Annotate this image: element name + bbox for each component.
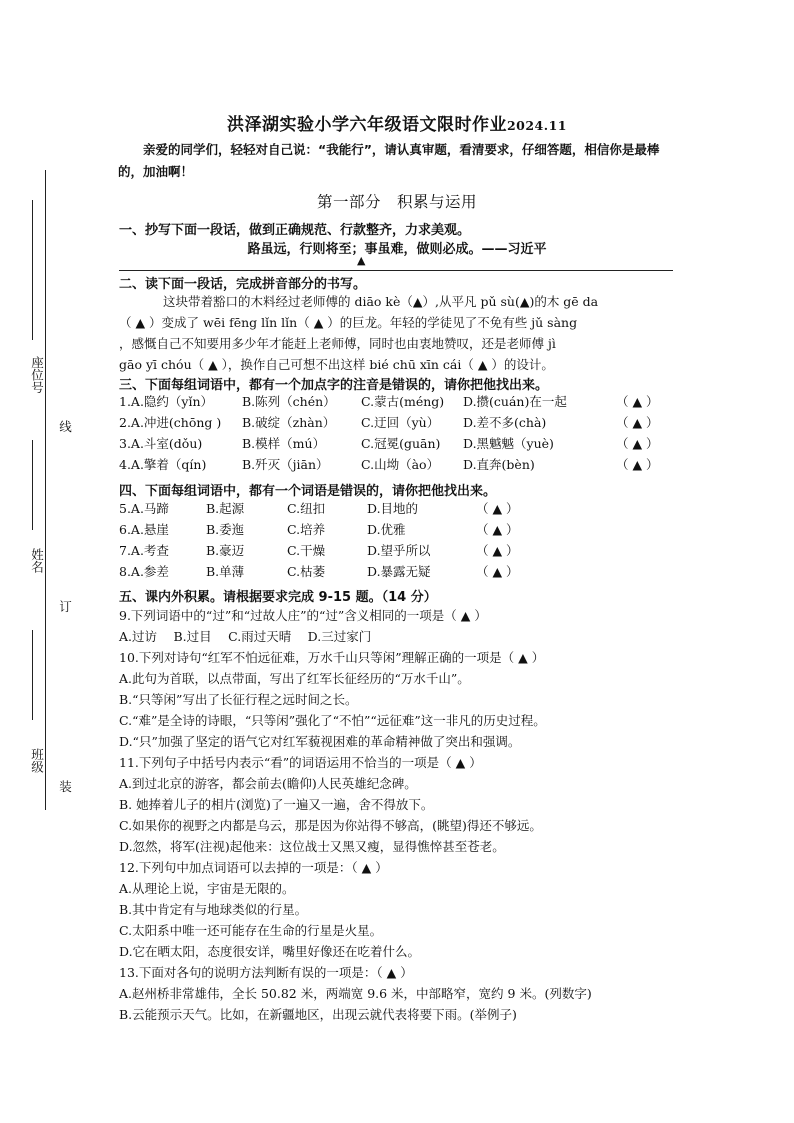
- s1-writing-line: [119, 270, 673, 271]
- s5-line: B. 她捧着儿子的相片(浏览)了一遍又一遍，舍不得放下。: [119, 797, 434, 812]
- option-d: D.直奔(bèn): [463, 457, 535, 472]
- option-b: B.起源: [206, 501, 245, 516]
- answer-blank: （ ▲ ）: [616, 436, 659, 451]
- page-title: [0, 110, 794, 135]
- option-b: B.豪迈: [206, 543, 245, 558]
- option-c: C.蒙古(méng): [361, 394, 445, 409]
- option-c: C.枯萎: [287, 564, 326, 579]
- s5-line: B.“只等闲”写出了长征行程之远时间之长。: [119, 692, 358, 707]
- option-a: 6.A.悬崖: [119, 522, 169, 537]
- option-c: C.培养: [287, 522, 326, 537]
- s5-heading: 五、课内外积累。请根据要求完成 9-15 题。（14 分）: [119, 590, 437, 605]
- option-b: B.委迤: [206, 522, 245, 537]
- option-c: C.迂回（yù）: [361, 415, 440, 430]
- binding-line: [45, 170, 46, 810]
- s5-line: A.赵州桥非常雄伟，全长 50.82 米，两端宽 9.6 米，中部略窄，宽约 9 米。(列数字): [119, 986, 592, 1001]
- s5-line: 13.下面对各句的说明方法判断有误的一项是：（ ▲ ）: [119, 965, 413, 980]
- name-label: 姓名: [29, 548, 45, 573]
- s1-quote: 路虽远，行则将至；事虽难，做则必成。——习近平: [247, 242, 547, 257]
- option-b: B.歼灭（jiān）: [242, 457, 329, 472]
- option-c: C.干燥: [287, 543, 326, 558]
- s5-line: 12.下列句中加点词语可以去掉的一项是：（ ▲ ）: [119, 860, 388, 875]
- option-d: D.目地的: [367, 501, 419, 516]
- option-b: B.破绽（zhàn）: [242, 415, 336, 430]
- option-b: B.模样（mú）: [242, 436, 326, 451]
- title-main: 洪泽湖实验小学六年级语文限时作业: [226, 115, 507, 135]
- s2-heading: 二、读下面一段话，完成拼音部分的书写。: [119, 277, 367, 292]
- option-d: D.攒(cuán)在一起: [463, 394, 567, 409]
- answer-blank: （ ▲ ）: [616, 394, 659, 409]
- s5-line: D.忽然，将军(注视)起他来：这位战士又黑又瘦，显得憔悴甚至苍老。: [119, 839, 505, 854]
- name-blank-line: [32, 440, 33, 530]
- s5-line: C.“难”是全诗的诗眼，“只等闲”强化了“不怕”“远征难”这一非凡的历史过程。: [119, 713, 546, 728]
- option-c: C.冠冕(guān): [361, 436, 441, 451]
- s2-line: （ ▲ ）变成了 wēi fēng lǐn lǐn（ ▲ ）的巨龙。年轻的学徒见了不免有些 jǔ sàng: [119, 315, 578, 330]
- s1-answer-mark: ▲: [357, 254, 366, 267]
- binding-zhuang-char: 装: [57, 780, 73, 793]
- answer-blank: （ ▲ ）: [476, 501, 519, 516]
- option-a: 3.A.斗室(dǒu): [119, 436, 203, 451]
- s5-line: A.到过北京的游客，都会前去(瞻仰)人民英雄纪念碑。: [119, 776, 417, 791]
- s2-line: gāo yī chóu（ ▲ ），换作自己可想不出这样 bié chū xīn cái（ ▲ ）的设计。: [119, 357, 554, 372]
- option-c: C.山坳（ào）: [361, 457, 440, 472]
- seat-label: 座位号: [29, 356, 45, 394]
- option-a: 4.A.擎着（qín): [119, 457, 207, 472]
- s2-line: 这块带着豁口的木料经过老师傅的 diāo kè（▲）,从平凡 pǔ sù(▲)的木 gē da: [163, 294, 599, 309]
- s5-line: A.此句为首联，以点带面，写出了红军长征经历的“万水千山”。: [119, 671, 470, 686]
- option-d: D.优雅: [367, 522, 406, 537]
- option-d: D.暴露无疑: [367, 564, 431, 579]
- s5-line: A.过访 B.过目 C.雨过天晴 D.三过家门: [119, 629, 372, 644]
- s5-line: A.从理论上说，宇宙是无限的。: [119, 881, 295, 896]
- option-a: 2.A.冲进(chōng ): [119, 415, 222, 430]
- option-d: D.黑魆魆（yuè): [463, 436, 554, 451]
- option-d: D.差不多(chà): [463, 415, 547, 430]
- s5-line: 11.下列句子中括号内表示“看”的词语运用不恰当的一项是（ ▲ ）: [119, 755, 482, 770]
- option-a: 8.A.参差: [119, 564, 169, 579]
- answer-blank: （ ▲ ）: [616, 457, 659, 472]
- s5-line: D.它在晒太阳，态度很安详，嘴里好像还在吃着什么。: [119, 944, 421, 959]
- option-b: B.单薄: [206, 564, 245, 579]
- s3-heading: 三、下面每组词语中，都有一个加点字的注音是错误的，请你把他找出来。: [119, 378, 549, 393]
- option-b: B.陈列（chén）: [242, 394, 336, 409]
- seat-blank-line: [32, 200, 33, 340]
- option-a: 1.A.隐约（yǐn）: [119, 394, 214, 409]
- s5-line: B.其中肯定有与地球类似的行星。: [119, 902, 308, 917]
- answer-blank: （ ▲ ）: [476, 564, 519, 579]
- s4-heading: 四、下面每组词语中，都有一个词语是错误的，请你把他找出来。: [119, 484, 497, 499]
- answer-blank: （ ▲ ）: [476, 543, 519, 558]
- s1-heading: 一、抄写下面一段话，做到正确规范、行款整齐，力求美观。: [119, 223, 471, 238]
- answer-blank: （ ▲ ）: [616, 415, 659, 430]
- option-a: 5.A.马蹄: [119, 501, 169, 516]
- part-title: 第一部分 积累与运用: [316, 193, 477, 211]
- s2-line: ，感慨自己不知要用多少年才能赶上老师傅，同时也由衷地赞叹，还是老师傅 jì: [119, 336, 556, 351]
- option-c: C.纽扣: [287, 501, 326, 516]
- s5-line: C.太阳系中唯一还可能存在生命的行星是火星。: [119, 923, 383, 938]
- class-label: 班级: [29, 748, 45, 773]
- s5-line: C.如果你的视野之内都是乌云，那是因为你站得不够高，(眺望)得还不够远。: [119, 818, 542, 833]
- class-blank-line: [32, 630, 33, 720]
- binding-ding-char: 订: [57, 600, 73, 613]
- s5-line: D.“只”加强了坚定的语气它对红军藐视困难的革命精神做了突出和强调。: [119, 734, 521, 749]
- binding-xian-char: 线: [57, 420, 73, 433]
- s5-line: 9.下列词语中的“过”和“过故人庄”的“过”含义相同的一项是（ ▲ ）: [119, 608, 487, 623]
- s5-line: B.云能预示天气。比如，在新疆地区，出现云就代表将要下雨。(举例子): [119, 1007, 517, 1022]
- option-a: 7.A.考查: [119, 543, 169, 558]
- s5-line: 10.下列对诗句“红军不怕远征难，万水千山只等闲”理解正确的一项是（ ▲ ）: [119, 650, 545, 665]
- intro-text: 亲爱的同学们，轻轻对自己说：“我能行”，请认真审题，看清要求，仔细答题，相信你是最棒的，加油啊！: [118, 142, 660, 179]
- title-date: 2024.11: [506, 118, 568, 133]
- option-d: D.望乎所以: [367, 543, 431, 558]
- answer-blank: （ ▲ ）: [476, 522, 519, 537]
